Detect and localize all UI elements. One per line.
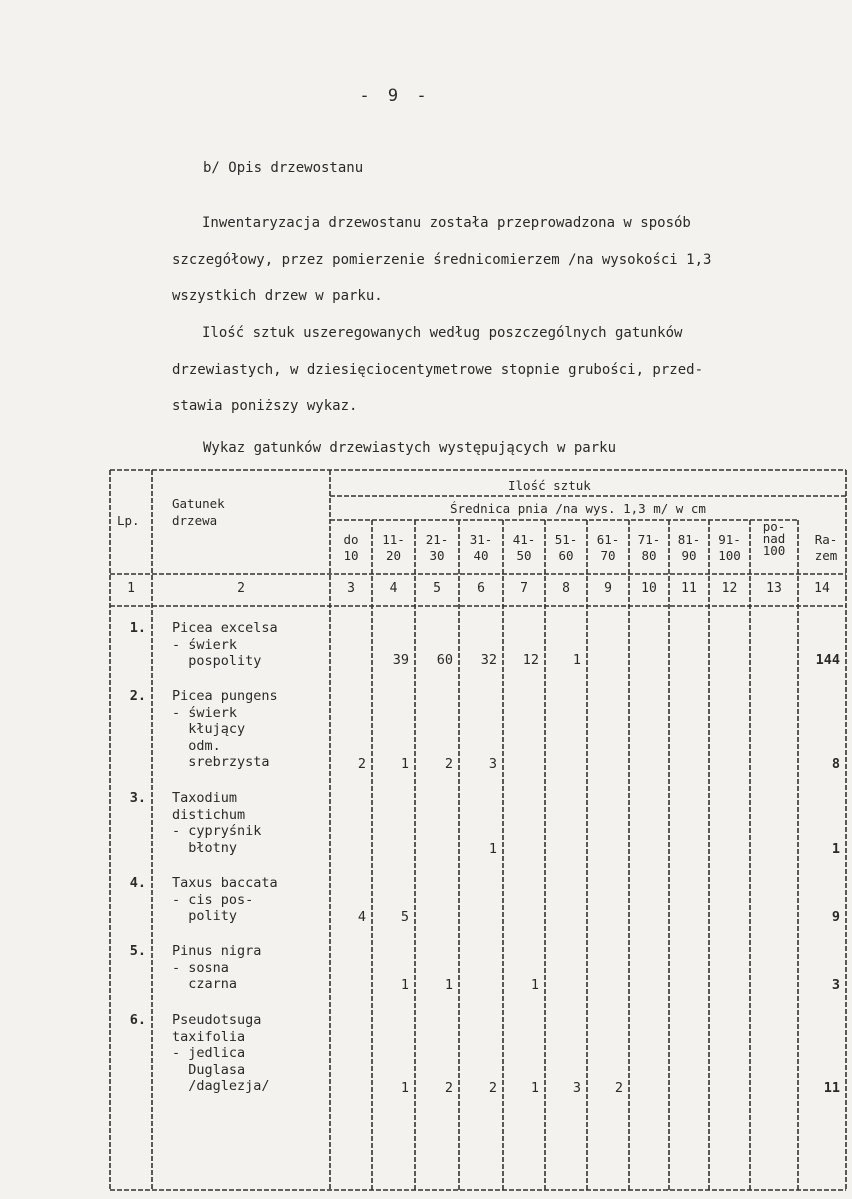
column-number: 11 — [681, 581, 697, 596]
diameter-class-header — [503, 532, 545, 564]
column-number: 1 — [127, 581, 135, 596]
diameter-class-header — [415, 532, 459, 564]
species-name-line: błotny — [172, 839, 238, 856]
column-number: 6 — [477, 581, 485, 596]
row-value: 60 — [436, 652, 453, 668]
row-value: 1 — [530, 1080, 539, 1096]
row-species-name — [172, 688, 278, 771]
row-value: 2 — [444, 1080, 453, 1096]
species-name-line: srebrzysta — [172, 754, 270, 770]
diameter-class-header — [459, 532, 503, 564]
row-value: 1 — [572, 652, 581, 668]
species-name-line: distichum — [172, 806, 246, 823]
diameter-class-header — [545, 532, 587, 564]
row-value: 3 — [572, 1080, 581, 1096]
paragraph-line: Ilość sztuk uszeregowanych według poszczególnych gatunków — [202, 325, 683, 341]
species-name-line: taxifolia — [172, 1028, 246, 1045]
row-value: 3 — [488, 756, 497, 772]
row-species-name — [172, 943, 261, 993]
species-name-line: Pinus nigra — [172, 943, 262, 959]
row-value: 1 — [400, 1080, 409, 1096]
diameter-class-label: do — [343, 532, 359, 547]
diameter-class-header — [330, 532, 372, 564]
paragraph-line: Inwentaryzacja drzewostanu została przeprowadzona w sposób — [202, 215, 691, 231]
diameter-class-label: 61- — [596, 532, 620, 547]
row-value: 1 — [530, 977, 539, 993]
species-name-line: - cypryśnik — [172, 823, 262, 839]
diameter-class-label: 90 — [681, 548, 697, 563]
row-species-name — [172, 1012, 270, 1095]
species-name-line: - świerk — [172, 704, 238, 721]
column-number: 10 — [641, 581, 657, 596]
species-name-line: czarna — [172, 976, 238, 992]
header-species-line2: drzewa — [172, 513, 218, 528]
species-name-line: - sosna — [172, 959, 229, 976]
paragraph-line: drzewiastych, w dziesięciocentymetrowe stopnie grubości, przed- — [172, 361, 704, 378]
row-value: 2 — [357, 756, 366, 772]
column-number: 3 — [347, 581, 355, 596]
species-name-line: Taxus baccata — [172, 875, 278, 891]
row-lp: 3. — [129, 790, 146, 806]
diameter-class-header — [629, 532, 669, 564]
diameter-class-label: 81- — [677, 532, 701, 547]
diameter-class-label: 20 — [385, 548, 402, 563]
diameter-class-label: 30 — [429, 548, 445, 563]
species-name-line: odm. — [172, 737, 221, 754]
header-total-line2: zem — [814, 548, 838, 563]
row-value: 12 — [522, 652, 539, 668]
row-value: 1 — [488, 841, 497, 857]
table-caption: Wykaz gatunków drzewiastych występujących w parku — [203, 440, 617, 456]
species-name-line: - cis pos- — [172, 891, 254, 908]
diameter-class-label: 60 — [558, 548, 574, 563]
diameter-class-header — [709, 532, 750, 564]
diameter-class-label: 100 — [718, 548, 741, 563]
row-lp: 6. — [129, 1012, 146, 1028]
column-number: 4 — [389, 581, 398, 596]
diameter-class-header — [372, 532, 415, 564]
diameter-class-header — [750, 521, 798, 557]
row-total: 1 — [831, 841, 840, 857]
diameter-class-label: 71- — [637, 532, 661, 547]
species-name-line: Pseudotsuga — [172, 1012, 262, 1028]
row-species-name — [172, 620, 278, 670]
row-total: 9 — [831, 909, 840, 925]
row-lp: 1. — [129, 620, 146, 636]
row-value: 2 — [488, 1080, 497, 1096]
diameter-class-label: 11- — [382, 532, 405, 547]
column-number: 13 — [766, 581, 782, 596]
section-heading: b/ Opis drzewostanu — [203, 160, 364, 176]
row-value: 32 — [480, 652, 497, 668]
paragraph-line: wszystkich drzew w parku. — [172, 288, 383, 304]
diameter-class-label: 41- — [512, 532, 536, 547]
species-name-line: Duglasa — [172, 1061, 246, 1078]
diameter-class-label: 51- — [554, 532, 578, 547]
diameter-class-header — [587, 532, 629, 564]
page-number: - 9 - — [359, 86, 431, 106]
species-name-line: Taxodium — [172, 790, 238, 806]
row-value: 5 — [400, 909, 409, 925]
row-total: 11 — [823, 1080, 840, 1096]
paragraph-line: szczegółowy, przez pomierzenie średnicomierzem /na wysokości 1,3 — [172, 251, 712, 268]
species-name-line: - jedlica — [172, 1045, 246, 1061]
column-number: 5 — [433, 581, 441, 596]
diameter-class-label: 31- — [469, 532, 493, 547]
diameter-class-label: 91- — [718, 532, 741, 547]
diameter-class-label: 10 — [343, 548, 359, 563]
row-species-name — [172, 875, 278, 925]
header-count: Ilość sztuk — [508, 478, 591, 493]
row-value: 4 — [357, 909, 366, 925]
header-total — [806, 532, 846, 564]
row-total: 8 — [831, 756, 840, 772]
column-number: 2 — [237, 581, 245, 596]
row-total: 144 — [815, 652, 840, 668]
diameter-class-label: nad — [762, 531, 786, 546]
species-name-line: Picea excelsa — [172, 620, 278, 636]
row-value: 1 — [400, 756, 409, 772]
row-value: 2 — [614, 1080, 623, 1096]
species-name-line: pospolity — [172, 653, 262, 669]
species-name-line: /daglezja/ — [172, 1078, 270, 1094]
diameter-class-label: 21- — [425, 532, 449, 547]
row-total: 3 — [831, 977, 840, 993]
column-number: 12 — [721, 581, 738, 596]
diameter-class-label: 50 — [516, 548, 532, 563]
row-value: 2 — [444, 756, 453, 772]
column-number: 8 — [562, 581, 570, 596]
column-number: 14 — [814, 581, 830, 596]
row-lp: 4. — [129, 875, 146, 891]
row-value: 39 — [392, 652, 409, 668]
diameter-class-label: 80 — [641, 548, 657, 563]
row-lp: 2. — [129, 688, 146, 704]
diameter-class-label: 40 — [473, 548, 489, 563]
species-name-line: Picea pungens — [172, 688, 278, 704]
row-species-name — [172, 790, 261, 856]
paragraph-line: stawia poniższy wykaz. — [172, 398, 358, 414]
header-diameter: Średnica pnia /na wys. 1,3 m/ w cm — [450, 501, 706, 516]
diameter-class-header — [669, 532, 709, 564]
row-lp: 5. — [129, 943, 146, 959]
diameter-class-label: 100 — [762, 543, 786, 558]
column-number: 9 — [604, 581, 612, 596]
header-total-line1: Ra- — [814, 532, 838, 547]
species-name-line: - świerk — [172, 636, 238, 653]
species-name-line: polity — [172, 908, 238, 924]
column-number: 7 — [520, 581, 528, 596]
diameter-class-label: 70 — [600, 548, 616, 563]
header-lp: Lp. — [117, 513, 140, 528]
row-value: 1 — [444, 977, 453, 993]
row-value: 1 — [400, 977, 409, 993]
species-name-line: kłujący — [172, 721, 246, 737]
diameter-class-label: po- — [762, 519, 786, 534]
header-species-line1: Gatunek — [172, 496, 225, 511]
